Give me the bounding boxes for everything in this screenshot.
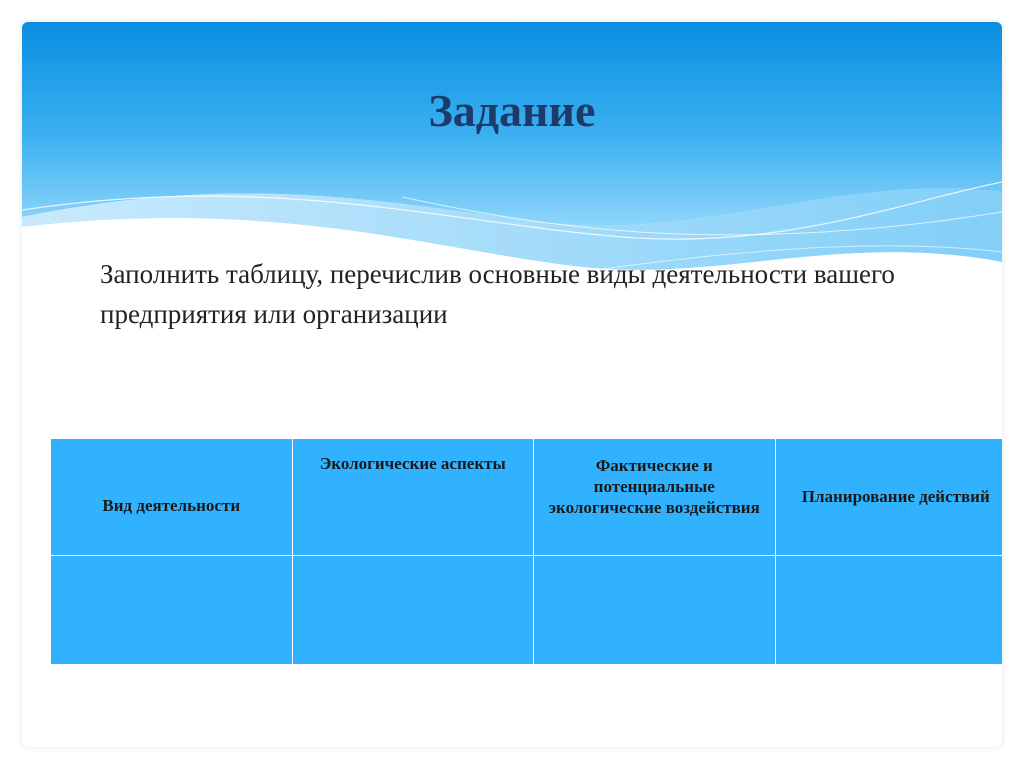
- table-cell[interactable]: [775, 556, 1002, 665]
- table-header-cell-impacts: [534, 439, 776, 556]
- slide: [22, 22, 1002, 747]
- table-header-label: Экологические аспекты: [319, 454, 506, 473]
- table-header-cell-activity: [51, 439, 293, 556]
- table-header-row: [51, 439, 1003, 556]
- wave-header-background: [22, 22, 1002, 292]
- task-table: [50, 438, 1002, 665]
- table-cell[interactable]: [51, 556, 293, 665]
- slide-title: Задание: [428, 85, 596, 136]
- table-header-cell-planning: [775, 439, 1002, 556]
- table-cell[interactable]: [534, 556, 776, 665]
- instruction-text: Заполнить таблицу, перечислив основные виды деятельности вашего предприятия или организации: [100, 259, 895, 329]
- table-header-label: Фактические и потенциальные экологические воздействия: [548, 456, 760, 517]
- table-row: [51, 556, 1003, 665]
- table-header-label: Вид деятельности: [102, 496, 241, 515]
- table-header-label: Планирование действий: [801, 487, 990, 506]
- table-cell[interactable]: [292, 556, 534, 665]
- table-header-cell-aspects: [292, 439, 534, 556]
